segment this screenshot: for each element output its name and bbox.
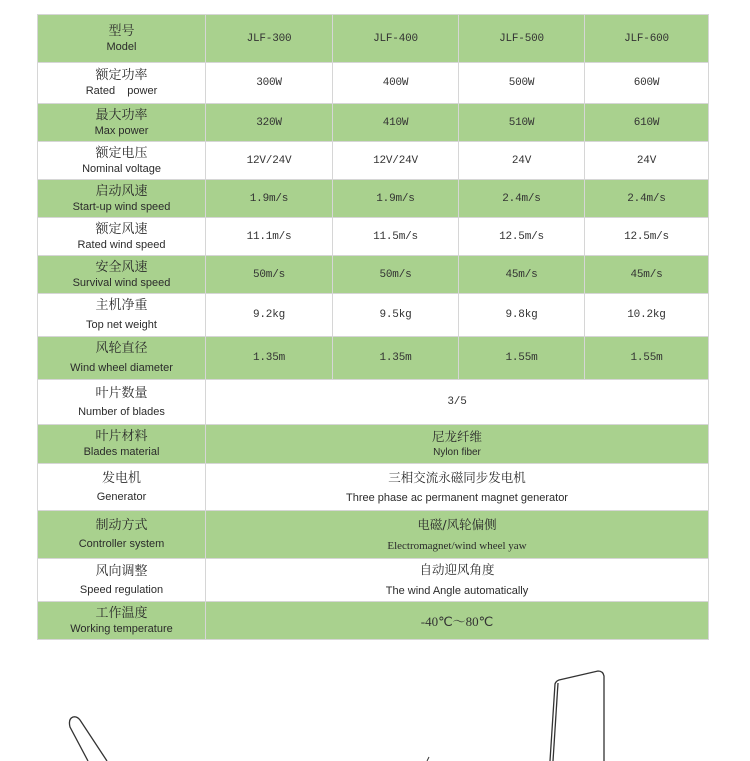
- label-cell: [38, 559, 206, 602]
- row-startup-wind-speed: [38, 180, 709, 218]
- row-wind-wheel-diameter: [38, 337, 709, 380]
- label-en: Top net weight: [86, 319, 157, 331]
- blade-outline-right-icon: [550, 671, 604, 761]
- working-temperature-value: -40℃～80℃: [206, 602, 709, 640]
- value-cell: 45m/s: [459, 256, 585, 294]
- label-en: Start-up wind speed: [72, 200, 171, 213]
- label-en: Number of blades: [78, 405, 165, 418]
- value-cell: 9.2kg: [206, 294, 333, 337]
- row-max-power: [38, 104, 709, 142]
- label-zh: 额定电压: [95, 145, 148, 161]
- value-cell: 45m/s: [585, 256, 709, 294]
- label-zh: 主机净重: [95, 298, 148, 313]
- value-cell: 50m/s: [333, 256, 459, 294]
- value-en: Three phase ac permanent magnet generator: [346, 491, 568, 504]
- label-en: Wind wheel diameter: [70, 362, 173, 374]
- row-blades-material: [38, 425, 709, 464]
- value-cell: 2.4m/s: [585, 180, 709, 218]
- label-zh: 额定功率: [95, 68, 148, 83]
- hub-mark-icon: [427, 757, 429, 761]
- value-cell: 50m/s: [206, 256, 333, 294]
- controller-system-value: [206, 511, 709, 559]
- label-zh: 发电机: [101, 470, 141, 486]
- value-cell: 400W: [333, 63, 459, 104]
- generator-value: [206, 464, 709, 511]
- label-en: Max power: [94, 124, 149, 137]
- value-cell: 500W: [459, 63, 585, 104]
- label-cell: [38, 142, 206, 180]
- row-rated-wind-speed: [38, 218, 709, 256]
- label-zh: 安全风速: [95, 259, 148, 275]
- model-jlf-500: JLF-500: [459, 15, 585, 63]
- row-rated-power: [38, 63, 709, 104]
- value-cell: 1.35m: [333, 337, 459, 380]
- speed-regulation-value: [206, 559, 709, 602]
- label-en: Controller system: [78, 538, 165, 550]
- turbine-blade-drawing: [0, 640, 750, 761]
- blade-outline-left-icon: [69, 717, 107, 761]
- row-working-temperature: [38, 602, 709, 640]
- value-zh: 电磁/风轮偏侧: [417, 516, 497, 532]
- row-generator: [38, 464, 709, 511]
- label-cell: [38, 337, 206, 380]
- label-en: Working temperature: [70, 622, 173, 635]
- value-en: Nylon fiber: [433, 447, 481, 458]
- label-cell: [38, 380, 206, 425]
- blades-material-value: [206, 425, 709, 464]
- value-cell: 610W: [585, 104, 709, 142]
- value-en: Electromagnet/wind wheel yaw: [387, 539, 527, 552]
- value-cell: 24V: [585, 142, 709, 180]
- label-cell: [38, 294, 206, 337]
- value-cell: 9.5kg: [333, 294, 459, 337]
- model-jlf-600: JLF-600: [585, 15, 709, 63]
- value-cell: 12V/24V: [206, 142, 333, 180]
- label-en: Blades material: [83, 446, 160, 458]
- value-cell: 11.5m/s: [333, 218, 459, 256]
- value-cell: 24V: [459, 142, 585, 180]
- label-zh: 最大功率: [95, 107, 148, 123]
- value-cell: 600W: [585, 63, 709, 104]
- label-zh: 额定风速: [95, 221, 148, 237]
- spec-table: [37, 14, 709, 640]
- label-zh: 叶片数量: [95, 385, 148, 401]
- label-cell: [38, 511, 206, 559]
- value-cell: 10.2kg: [585, 294, 709, 337]
- value-cell: 1.9m/s: [206, 180, 333, 218]
- value-zh: 三相交流永磁同步发电机: [388, 469, 526, 485]
- label-en: Generator: [96, 490, 147, 503]
- value-cell: 12.5m/s: [585, 218, 709, 256]
- row-survival-wind-speed: [38, 256, 709, 294]
- label-cell: [38, 104, 206, 142]
- label-cell: [38, 256, 206, 294]
- label-en: Model: [106, 40, 137, 53]
- value-cell: 320W: [206, 104, 333, 142]
- value-en: The wind Angle automatically: [385, 585, 529, 597]
- label-cell: [38, 425, 206, 464]
- label-cell: [38, 180, 206, 218]
- label-en: Rated power: [85, 85, 158, 97]
- row-number-of-blades: [38, 380, 709, 425]
- value-cell: 1.35m: [206, 337, 333, 380]
- value-cell: 2.4m/s: [459, 180, 585, 218]
- value-cell: 510W: [459, 104, 585, 142]
- model-label-cell: [38, 15, 206, 63]
- header-row: [38, 15, 709, 63]
- label-cell: [38, 464, 206, 511]
- value-cell: 300W: [206, 63, 333, 104]
- value-zh: 尼龙纤维: [431, 429, 482, 444]
- value-cell: 1.55m: [585, 337, 709, 380]
- label-cell: [38, 218, 206, 256]
- label-zh: 工作温度: [95, 605, 148, 621]
- value-cell: 12V/24V: [333, 142, 459, 180]
- label-zh: 型号: [108, 23, 135, 39]
- label-zh: 风轮直径: [95, 341, 148, 356]
- value-cell: 1.55m: [459, 337, 585, 380]
- label-cell: [38, 602, 206, 640]
- value-zh: 自动迎风角度: [419, 562, 495, 577]
- row-controller-system: [38, 511, 709, 559]
- row-speed-regulation: [38, 559, 709, 602]
- label-en: Nominal voltage: [82, 162, 161, 175]
- value-cell: 12.5m/s: [459, 218, 585, 256]
- value-cell: 11.1m/s: [206, 218, 333, 256]
- value-cell: 1.9m/s: [333, 180, 459, 218]
- row-nominal-voltage: [38, 142, 709, 180]
- value-cell: 410W: [333, 104, 459, 142]
- label-cell: [38, 63, 206, 104]
- row-top-net-weight: [38, 294, 709, 337]
- label-en: Survival wind speed: [72, 276, 171, 289]
- model-jlf-300: JLF-300: [206, 15, 333, 63]
- label-zh: 启动风速: [95, 183, 148, 199]
- label-zh: 制动方式: [95, 518, 148, 533]
- label-en: Speed regulation: [79, 583, 164, 596]
- label-zh: 叶片材料: [95, 429, 148, 444]
- value-cell: 9.8kg: [459, 294, 585, 337]
- label-zh: 风向调整: [95, 563, 148, 579]
- blades-count-value: 3/5: [206, 380, 709, 425]
- label-en: Rated wind speed: [77, 238, 166, 251]
- model-jlf-400: JLF-400: [333, 15, 459, 63]
